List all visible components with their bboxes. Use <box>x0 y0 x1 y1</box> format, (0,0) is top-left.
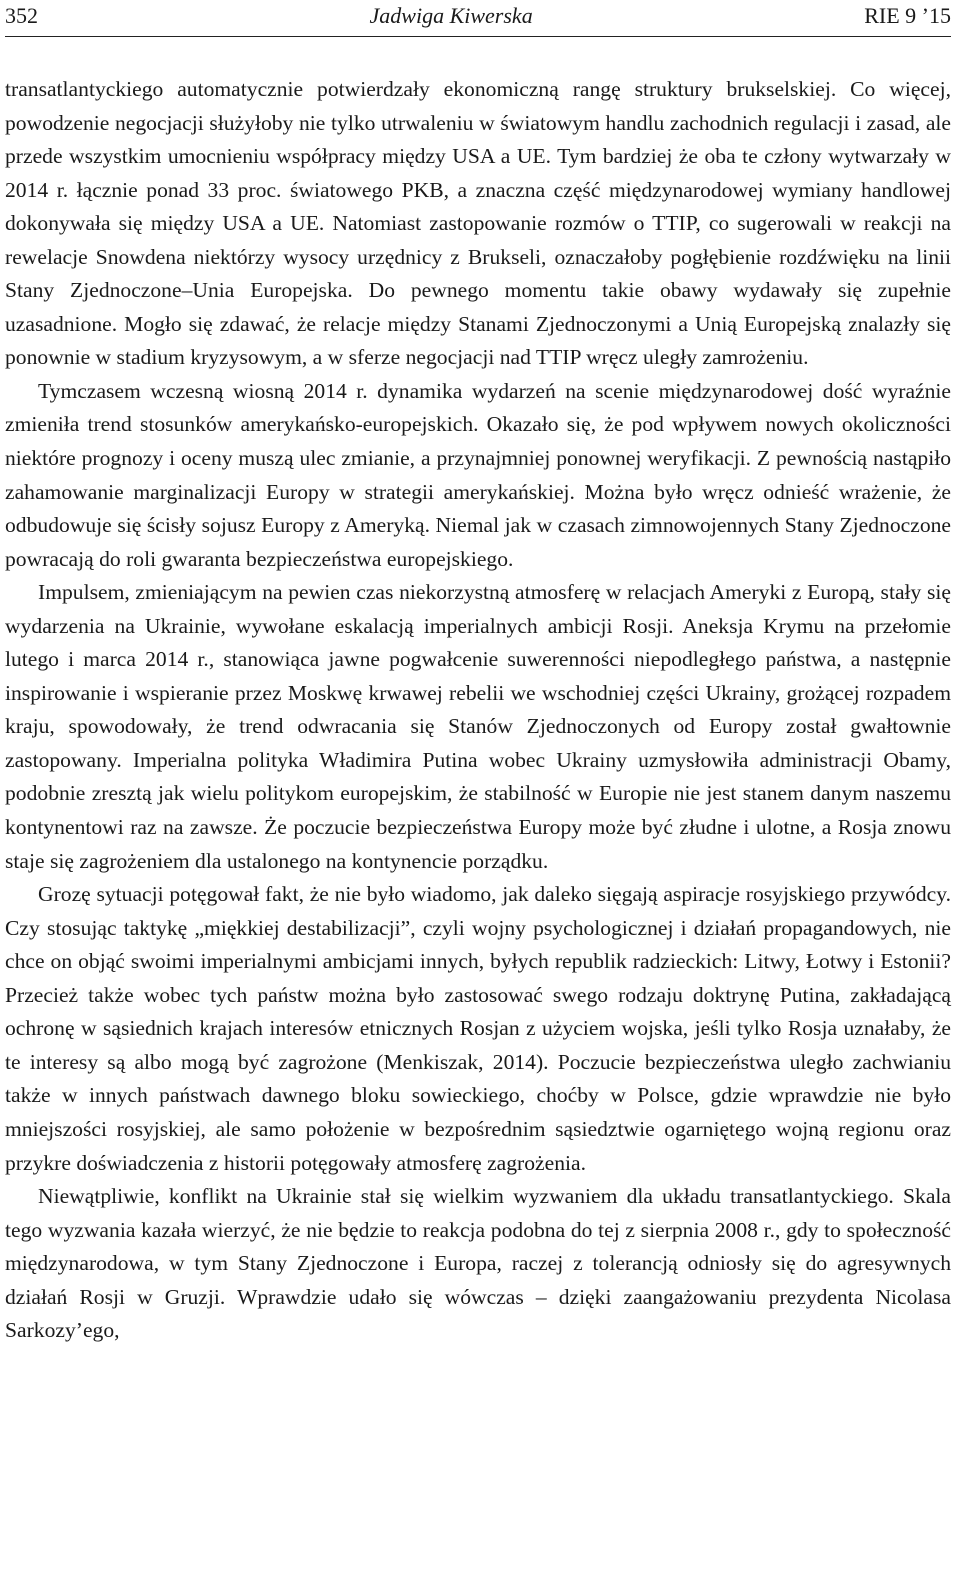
document-page <box>5 0 951 1348</box>
running-header <box>5 0 951 32</box>
header-rule <box>5 36 951 37</box>
paragraph: Tymczasem wczesną wiosną 2014 r. dynamika wydarzeń na scenie międzynarodowej dość wyraźnie zmieniła trend stosunków amerykańsko-europejskich. Okazało się, że pod wpływem nowych okoliczności niektóre prognozy i oceny muszą ulec zmianie, a przynajmniej ponownej weryfikacji. Z pewnością nastąpiło zahamowanie marginalizacji Europy w strategii amerykańskiej. Można było wręcz odnieść wrażenie, że odbudowuje się ścisły sojusz Europy z Ameryką. Niemal jak w czasach zimnowojennych Stany Zjednoczone powracają do roli gwaranta bezpieczeństwa europejskiego. <box>5 378 951 571</box>
paragraph: Niewątpliwie, konflikt na Ukrainie stał się wielkim wyzwaniem dla układu transatlantyckiego. Skala tego wyzwania kazała wierzyć, że nie będzie to reakcja podobna do tej z sierpnia 2008 r., gdy to społeczność międzynarodowa, w tym Stany Zjednoczone i Europa, raczej z tolerancją odniosły się do agresywnych działań Rosji w Gruzji. Wprawdzie udało się wówczas – dzięki zaangażowaniu prezydenta Nicolasa Sarkozy’ego, <box>5 1184 951 1343</box>
paragraph: Impulsem, zmieniającym na pewien czas niekorzystną atmosferę w relacjach Ameryki z Europą, stały się wydarzenia na Ukrainie, wywołane eskalacją imperialnych ambicji Rosji. Aneksja Krymu na przełomie lutego i marca 2014 r., stanowiąca jawne pogwałcenie suwerenności niepodległego państwa, a następnie inspirowanie i wspieranie przez Moskwę krwawej rebelii we wschodniej części Ukrainy, grożącej rozpadem kraju, spowodowały, że trend odwracania się Stanów Zjednoczonych od Europy został gwałtownie zastopowany. Imperialna polityka Władimira Putina wobec Ukrainy uzmysłowiła administracji Obamy, podobnie zresztą jak wielu politykom europejskim, że stabilność w Europie nie jest stanem danym naszemu kontynentowi raz na zawsze. Że poczucie bezpieczeństwa Europy może być złudne i ulotne, a Rosja znowu staje się zagrożeniem dla ustalonego na kontynencie porządku. <box>5 580 951 873</box>
paragraph: Grozę sytuacji potęgował fakt, że nie było wiadomo, jak daleko sięgają aspiracje rosyjskiego przywódcy. Czy stosując taktykę „miękkiej destabilizacji”, czyli wojny psychologicznej i działań propagandowych, nie chce on objąć swoimi imperialnymi ambicjami innych, byłych republik radzieckich: Litwy, Łotwy i Estonii? Przecież także wobec tych państw można było zastosować swego rodzaju doktrynę Putina, zakładającą ochronę w sąsiednich krajach interesów etnicznych Rosjan z użyciem wojska, jeśli tylko Rosja uznałaby, że te interesy są albo mogą być zagrożone (Menkiszak, 2014). Poczucie bezpieczeństwa uległo zachwianiu także w innych państwach dawnego bloku sowieckiego, choćby w Polsce, gdzie wprawdzie nie było mniejszości rosyjskiej, ale samo położenie w bezpośrednim sąsiedztwie ogarniętego wojną regionu oraz przykre doświadczenia z historii potęgowały atmosferę zagrożenia. <box>5 882 951 1175</box>
body-text <box>5 73 951 1348</box>
running-title-author: Jadwiga Kiwerska <box>369 3 533 28</box>
paragraph-continued: transatlantyckiego automatycznie potwierdzały ekonomiczną rangę struktury brukselskiej. Co więcej, powodzenie negocjacji służyłoby nie tylko utrwaleniu w światowym handlu zachodnich regulacji i zasad, ale przede wszystkim umocnieniu współpracy między USA a UE. Tym bardziej że oba te człony wytwarzały w 2014 r. łącznie ponad 33 proc. światowego PKB, a znaczna część międzynarodowej wymiany handlowej dokonywała się między USA a UE. Natomiast zastopowanie rozmów o TTIP, co sugerowali w reakcji na rewelacje Snowdena niektórzy wysocy urzędnicy z Brukseli, oznaczałoby pogłębienie rozdźwięku na linii Stany Zjednoczone–Unia Europejska. Do pewnego momentu takie obawy wydawały się zupełnie uzasadnione. Mogło się zdawać, że relacje między Stanami Zjednoczonymi a Unią Europejską znalazły się ponownie w stadium kryzysowym, a w sferze negocjacji nad TTIP wręcz uległy zamrożeniu. <box>5 77 951 370</box>
journal-issue: RIE 9 ’15 <box>864 3 951 28</box>
page-number: 352 <box>5 3 38 28</box>
